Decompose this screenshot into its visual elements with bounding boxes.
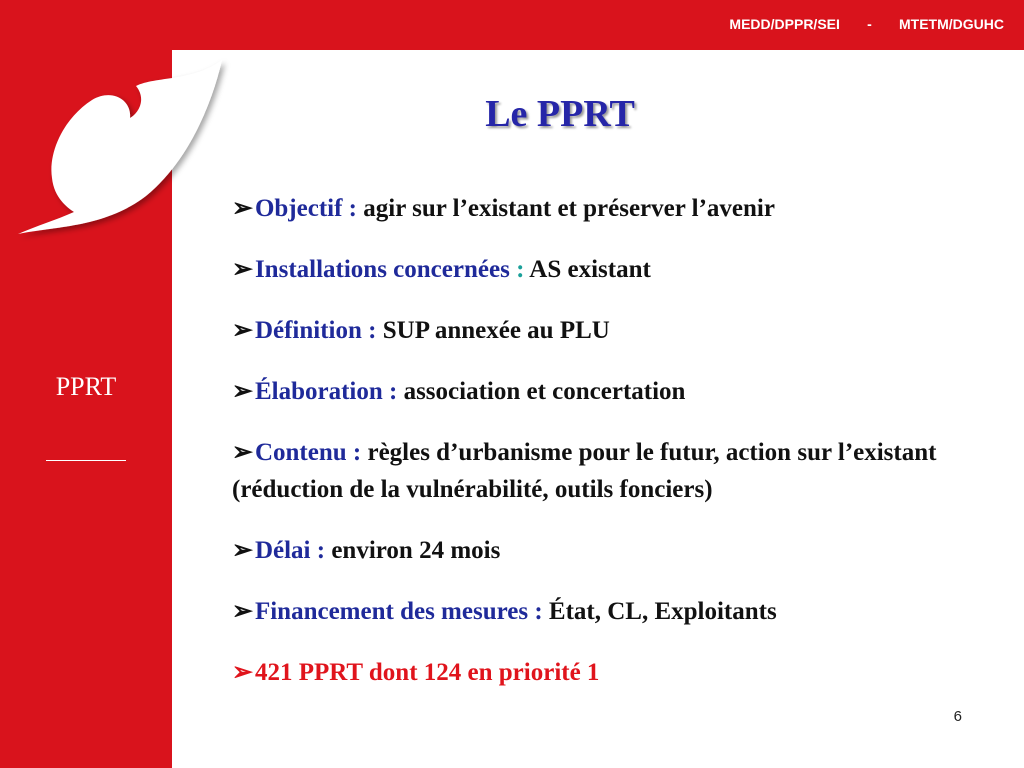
- arrow-bullet-icon: ➢: [232, 439, 253, 466]
- slide-title: Le PPRT: [485, 93, 635, 135]
- bullet-text: environ 24 mois: [325, 537, 501, 564]
- page-number: 6: [953, 708, 962, 725]
- bullet-label: Financement des mesures :: [254, 598, 543, 625]
- bullet-pprt-count: [232, 654, 992, 691]
- header-text: MEDD/DPPR/SEI - MTETM/DGUHC: [729, 16, 1004, 32]
- bullet-installations: [232, 251, 992, 288]
- bullet-label: Installations concernées: [254, 256, 517, 283]
- bullet-label: Objectif :: [254, 195, 357, 222]
- bullet-delai: [232, 532, 992, 569]
- arrow-bullet-icon: ➢: [232, 317, 253, 344]
- bullet-text: État, CL, Exploitants: [542, 598, 777, 625]
- bullet-label: Définition :: [254, 317, 377, 344]
- bullet-text: règles d’urbanisme pour le futur, action sur l’existant (réduction de la vulnérabilité, outils fonciers): [232, 439, 937, 503]
- sidebar-label: PPRT: [55, 372, 117, 401]
- bullet-contenu: [232, 434, 992, 508]
- bullet-label: Contenu :: [254, 439, 362, 466]
- bullet-text: AS existant: [524, 256, 651, 283]
- leaf-logo-icon: [8, 52, 233, 242]
- arrow-bullet-icon: ➢: [232, 195, 253, 222]
- bullet-text: association et concertation: [397, 378, 686, 405]
- arrow-bullet-icon: ➢: [232, 537, 253, 564]
- arrow-bullet-icon: ➢: [232, 256, 253, 283]
- bullet-list: [232, 190, 992, 715]
- bullet-label: Délai :: [254, 537, 326, 564]
- bullet-objectif: [232, 190, 992, 227]
- bullet-text: SUP annexée au PLU: [376, 317, 610, 344]
- arrow-bullet-icon: ➢: [232, 659, 253, 686]
- bullet-text: 421 PPRT dont 124 en priorité 1: [254, 659, 600, 686]
- bullet-elaboration: [232, 373, 992, 410]
- bullet-financement: [232, 593, 992, 630]
- bullet-colon: :: [516, 256, 525, 283]
- sidebar-divider: [46, 460, 126, 461]
- bullet-definition: [232, 312, 992, 349]
- arrow-bullet-icon: ➢: [232, 378, 253, 405]
- bullet-label: Élaboration :: [254, 378, 398, 405]
- bullet-text: agir sur l’existant et préserver l’avenir: [357, 195, 775, 222]
- arrow-bullet-icon: ➢: [232, 598, 253, 625]
